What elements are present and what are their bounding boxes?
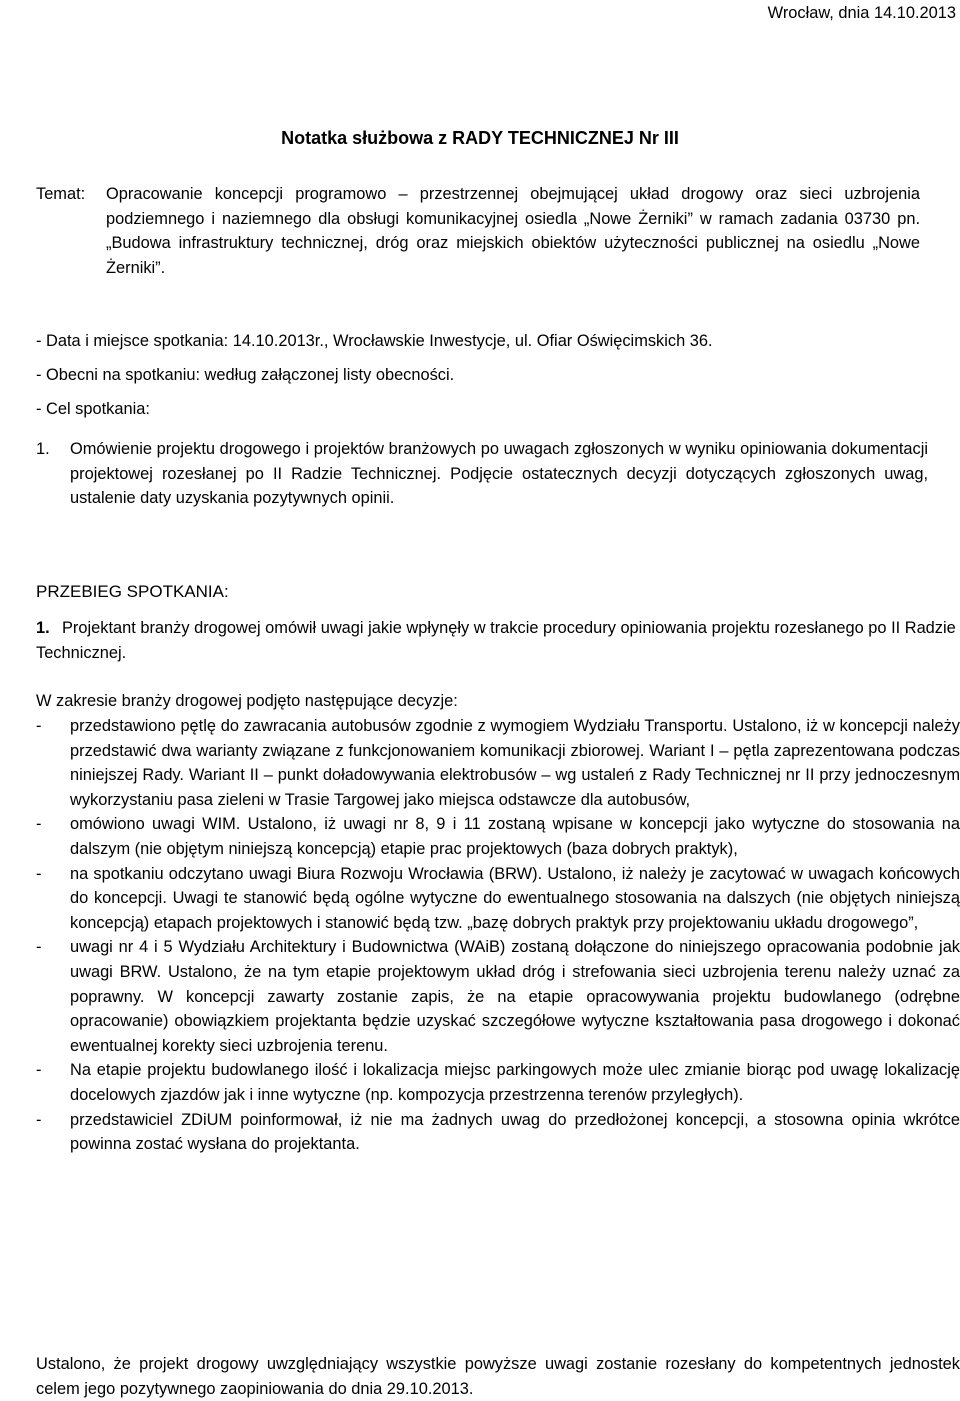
decision-text: Na etapie projektu budowlanego ilość i lokalizacja miejsc parkingowych może ulec zmianie biorąc pod uwagę lokalizację docelowych zjazdów jak i inne wytyczne (np. kompozycja przestrzenna terenów przyległych). (70, 1061, 960, 1104)
decision-text: omówiono uwagi WIM. Ustalono, iż uwagi nr 8, 9 i 11 zostaną wpisane w koncepcji jako wytyczne do stosowania na dalszym (nie objętym niniejszą koncepcją) etapie prac projektowych (baza dobrych praktyk), (70, 815, 960, 858)
decision-text: na spotkaniu odczytano uwagi Biura Rozwoju Wrocławia (BRW). Ustalono, iż należy je zacytować w uwagach końcowych do koncepcji. Uwagi te stanowić będą ogólne wytyczne do ewentualnego stosowania na dalszych (nie objętych niniejszą koncepcją) etapach projektowych i stanowić będą tzw. „bazę dobrych praktyk przy projektowaniu układu drogowego”, (70, 864, 960, 932)
meeting-attendees: - Obecni na spotkaniu: według załączonej listy obecności. (36, 366, 455, 384)
meeting-goal-label: - Cel spotkania: (36, 400, 150, 418)
subject-label: Temat: (36, 185, 86, 203)
decision-text: przedstawiono pętlę do zawracania autobusów zgodnie z wymogiem Wydziału Transportu. Ustalono, iż w koncepcji należy przedstawić dwa warianty związane z funkcjonowaniem komunikacji zbiorowej. Wariant I – pętla zaprezentowana podczas niniejszej Rady. Wariant II – punkt doładowywania elektrobusów – wg ustaleń z Rady Technicznej nr II przy jednoczesnym wykorzystaniu pasa zieleni w Trasie Targowej jako miejsca odstawcze dla autobusów, (70, 717, 960, 809)
course-item (36, 616, 960, 665)
decision-item (36, 935, 960, 1058)
course-item-number: 1. (36, 619, 50, 637)
document-title: Notatka służbowa z RADY TECHNICZNEJ Nr III (281, 128, 679, 148)
course-heading: PRZEBIEG SPOTKANIA: (36, 582, 229, 601)
document-date: Wrocław, dnia 14.10.2013 (767, 4, 956, 22)
decision-item (36, 1058, 960, 1107)
decision-item (36, 714, 960, 812)
meeting-date-place: - Data i miejsce spotkania: 14.10.2013r., Wrocławskie Inwestycje, ul. Ofiar Oświęcimskich 36. (36, 332, 713, 350)
course-item-text-content: Projektant branży drogowej omówił uwagi jakie wpłynęły w trakcie procedury opiniowania projektu rozesłanego po II Radzie Technicznej. (36, 619, 956, 662)
list-dash: - (36, 717, 42, 735)
course-item-text (36, 616, 960, 665)
list-dash: - (36, 1110, 42, 1129)
list-dash: - (36, 938, 42, 957)
decisions-heading: W zakresie branży drogowej podjęto następujące decyzje: (36, 692, 458, 710)
meeting-goal-item (36, 437, 928, 511)
decision-item (36, 1108, 960, 1157)
decision-item (36, 862, 960, 936)
subject-text (106, 182, 920, 280)
list-dash: - (36, 1061, 42, 1080)
decision-text: uwagi nr 4 i 5 Wydziału Architektury i Budownictwa (WAiB) zostaną dołączone do niniejszego opracowania podobnie jak uwagi BRW. Ustalono, że na tym etapie projektowym układ dróg i strefowania sieci uzbrojenia terenu należy uznać za poprawny. W koncepcji zawarty zostanie zapis, że na etapie opracowywania projektu budowlanego (odrębne opracowanie) obowiązkiem projektanta będzie uzyskać szczegółowe wytyczne kształtowania pasa drogowego i dokonać ewentualnej korekty sieci uzbrojenia terenu. (70, 938, 960, 1055)
goal-item-number: 1. (36, 440, 50, 458)
goal-item-text: Omówienie projektu drogowego i projektów branżowych po uwagach zgłoszonych w wyniku opiniowania dokumentacji projektowej rozesłanej po II Radzie Technicznej. Podjęcie ostatecznych decyzji dotyczących zgłoszonych uwag, ustalenie daty uzyskania pozytywnych opinii. (70, 440, 928, 508)
list-dash: - (36, 864, 42, 883)
decision-text: przedstawiciel ZDiUM poinformował, iż nie ma żadnych uwag do przedłożonej koncepcji, a stosowna opinia wkrótce powinna zostać wysłana do projektanta. (70, 1110, 960, 1154)
decisions-list (36, 714, 960, 1157)
decision-item (36, 812, 960, 861)
subject-paragraph: Opracowanie koncepcji programowo – przestrzennej obejmującej układ drogowy oraz sieci uzbrojenia podziemnego i naziemnego dla obsługi komunikacyjnej osiedla „Nowe Żerniki” w ramach zadania 03730 pn. „Budowa infrastruktury technicznej, dróg oraz miejskich obiektów użyteczności publicznej na osiedlu „Nowe Żerniki”. (106, 185, 920, 277)
list-dash: - (36, 815, 42, 834)
final-conclusion: Ustalono, że projekt drogowy uwzględniający wszystkie powyższe uwagi zostanie rozesłany do kompetentnych jednostek celem jego pozytywnego zaopiniowania do dnia 29.10.2013. (36, 1355, 960, 1398)
